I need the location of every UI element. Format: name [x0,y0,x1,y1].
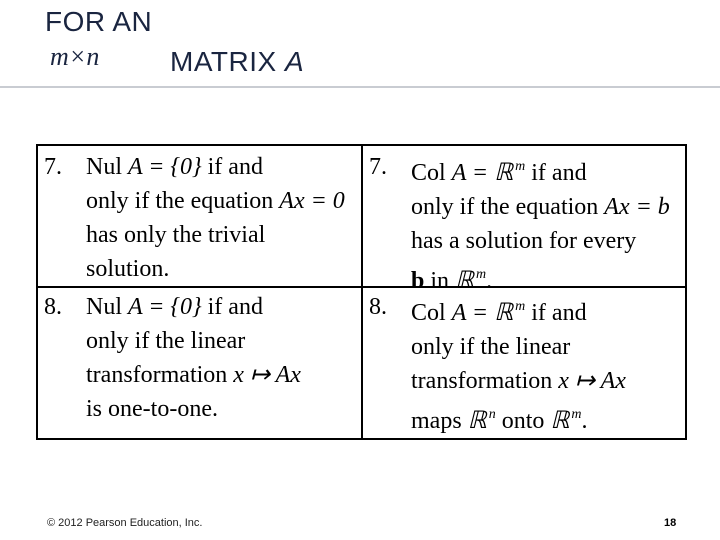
right-item-8 [369,290,679,434]
item-number: 8. [44,294,62,320]
header-line2-var: A [284,46,305,77]
header-line2 [170,46,304,78]
item-number: 7. [44,154,62,180]
item-line: only if the linear [411,334,571,360]
item-line: transformation x ↦ Ax [86,362,301,388]
item-line: only if the equation Ax = 0 [86,188,345,214]
item-line: is one-to-one. [86,396,218,422]
copyright-text: © 2012 Pearson Education, Inc. [47,517,203,529]
item-line: maps ℝ $^n$ onto ℝ $^m$. [411,407,588,434]
item-line: Col A = ℝ $^m$ if and [411,159,587,186]
left-item-8 [44,290,354,430]
right-item-7 [369,150,679,294]
item-line: Nul A = {0} if and [86,294,263,320]
theorem-table [36,144,687,440]
page-number: 18 [664,517,677,529]
header-line1: FOR AN [45,6,153,37]
item-number: 8. [369,294,387,320]
header-rule [0,86,720,88]
header-line2-prefix: MATRIX [170,46,285,77]
item-line: only if the linear [86,328,246,354]
left-item-7 [44,150,354,286]
item-line: only if the equation Ax = b [411,194,670,220]
header-math: m×n [50,42,100,71]
item-line: Col A = ℝ $^m$ if and [411,299,587,326]
column-divider [361,146,363,438]
item-line: has only the trivial [86,222,266,248]
item-number: 7. [369,154,387,180]
item-line: has a solution for every [411,228,637,254]
item-line: Nul A = {0} if and [86,154,263,180]
item-line: transformation x ↦ Ax [411,368,626,394]
item-line: b in ℝ $^m$. [411,267,493,294]
item-line: solution. [86,256,170,282]
